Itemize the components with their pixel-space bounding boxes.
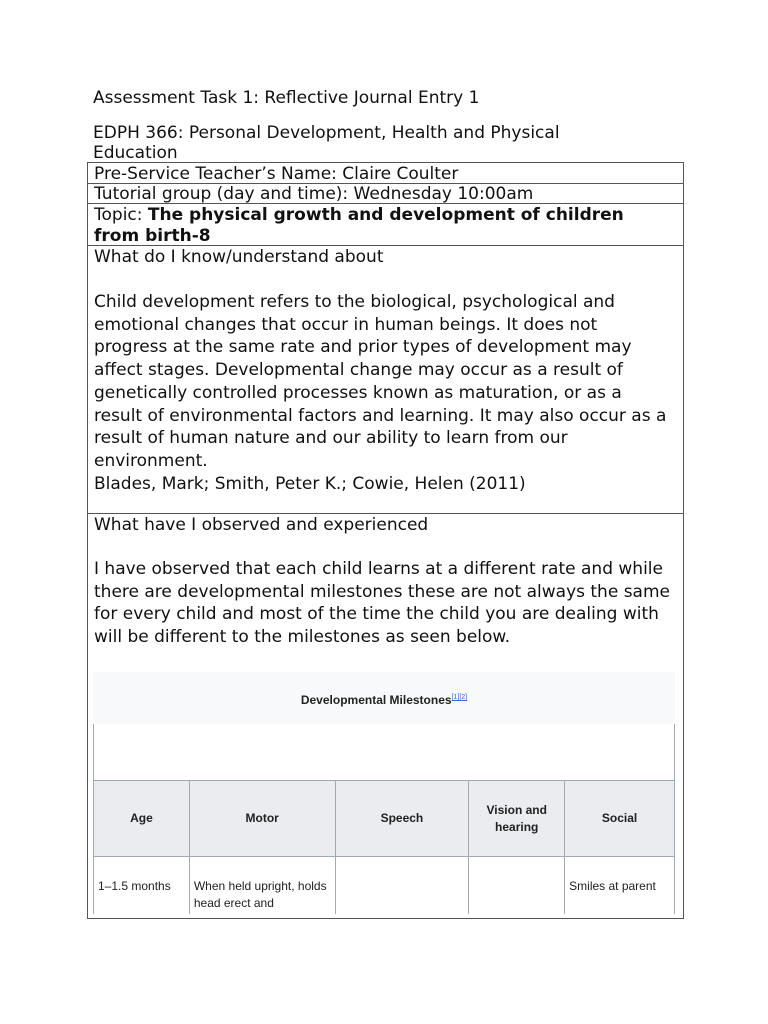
- header-motor: Motor: [189, 781, 335, 857]
- cell-age: 1–1.5 months: [94, 857, 190, 915]
- cell-speech: [335, 857, 469, 915]
- know-body: Child development refers to the biological, psychological and emotional changes that occur in human beings. It does not progress at the same rate and prior types of development may affect stages. Developmental change may occur as a result of genetically controlled processes known as maturation, or as a result of environmental factors and learning. It may also occur as a result of human nature and our ability to learn from our environment.: [94, 292, 667, 471]
- tutorial-cell: [87, 183, 684, 204]
- topic-line1: [94, 204, 624, 226]
- course-title-line1: EDPH 366: Personal Development, Health and Physical: [93, 123, 560, 143]
- topic-cell: [87, 203, 684, 246]
- header-social: Social: [565, 781, 675, 857]
- cell-social: Smiles at parent: [565, 857, 675, 915]
- tutorial-group: Tutorial group (day and time): Wednesday 10:00am: [94, 184, 534, 204]
- milestones-caption-text: Developmental Milestones: [300, 693, 452, 707]
- milestones-table-image: [93, 672, 675, 914]
- milestones-blank-row: [93, 724, 675, 780]
- cell-vision-hearing: [469, 857, 565, 915]
- milestones-table: [93, 780, 675, 914]
- cell-motor: When held upright, holds head erect and: [189, 857, 335, 915]
- course-title-line2: Education: [93, 143, 178, 163]
- milestones-header-row: [94, 781, 675, 857]
- header-age: Age: [94, 781, 190, 857]
- know-citation: Blades, Mark; Smith, Peter K.; Cowie, Helen (2011): [94, 473, 526, 494]
- observed-body: I have observed that each child learns at a different rate and while there are developmental milestones these are not always the same for every child and most of the time the child you are dealing with will be different to the milestones as seen below.: [94, 559, 670, 648]
- table-row: [94, 857, 675, 915]
- header-vision-hearing: Vision and hearing: [469, 781, 565, 857]
- know-cell: [87, 245, 684, 514]
- milestones-refs[interactable]: [1][2]: [451, 694, 468, 701]
- name-cell: [87, 162, 684, 184]
- topic-title: The physical growth and development of children: [147, 205, 624, 225]
- topic-label: Topic:: [94, 205, 148, 225]
- teacher-name: Pre-Service Teacher’s Name: Claire Coulter: [94, 164, 459, 184]
- topic-title-line2: from birth-8: [94, 226, 211, 246]
- milestones-caption: [93, 672, 675, 724]
- assessment-title: Assessment Task 1: Reflective Journal Entry 1: [93, 88, 480, 108]
- know-heading: What do I know/understand about: [94, 247, 384, 267]
- header-speech: Speech: [335, 781, 469, 857]
- observed-heading: What have I observed and experienced: [94, 515, 429, 535]
